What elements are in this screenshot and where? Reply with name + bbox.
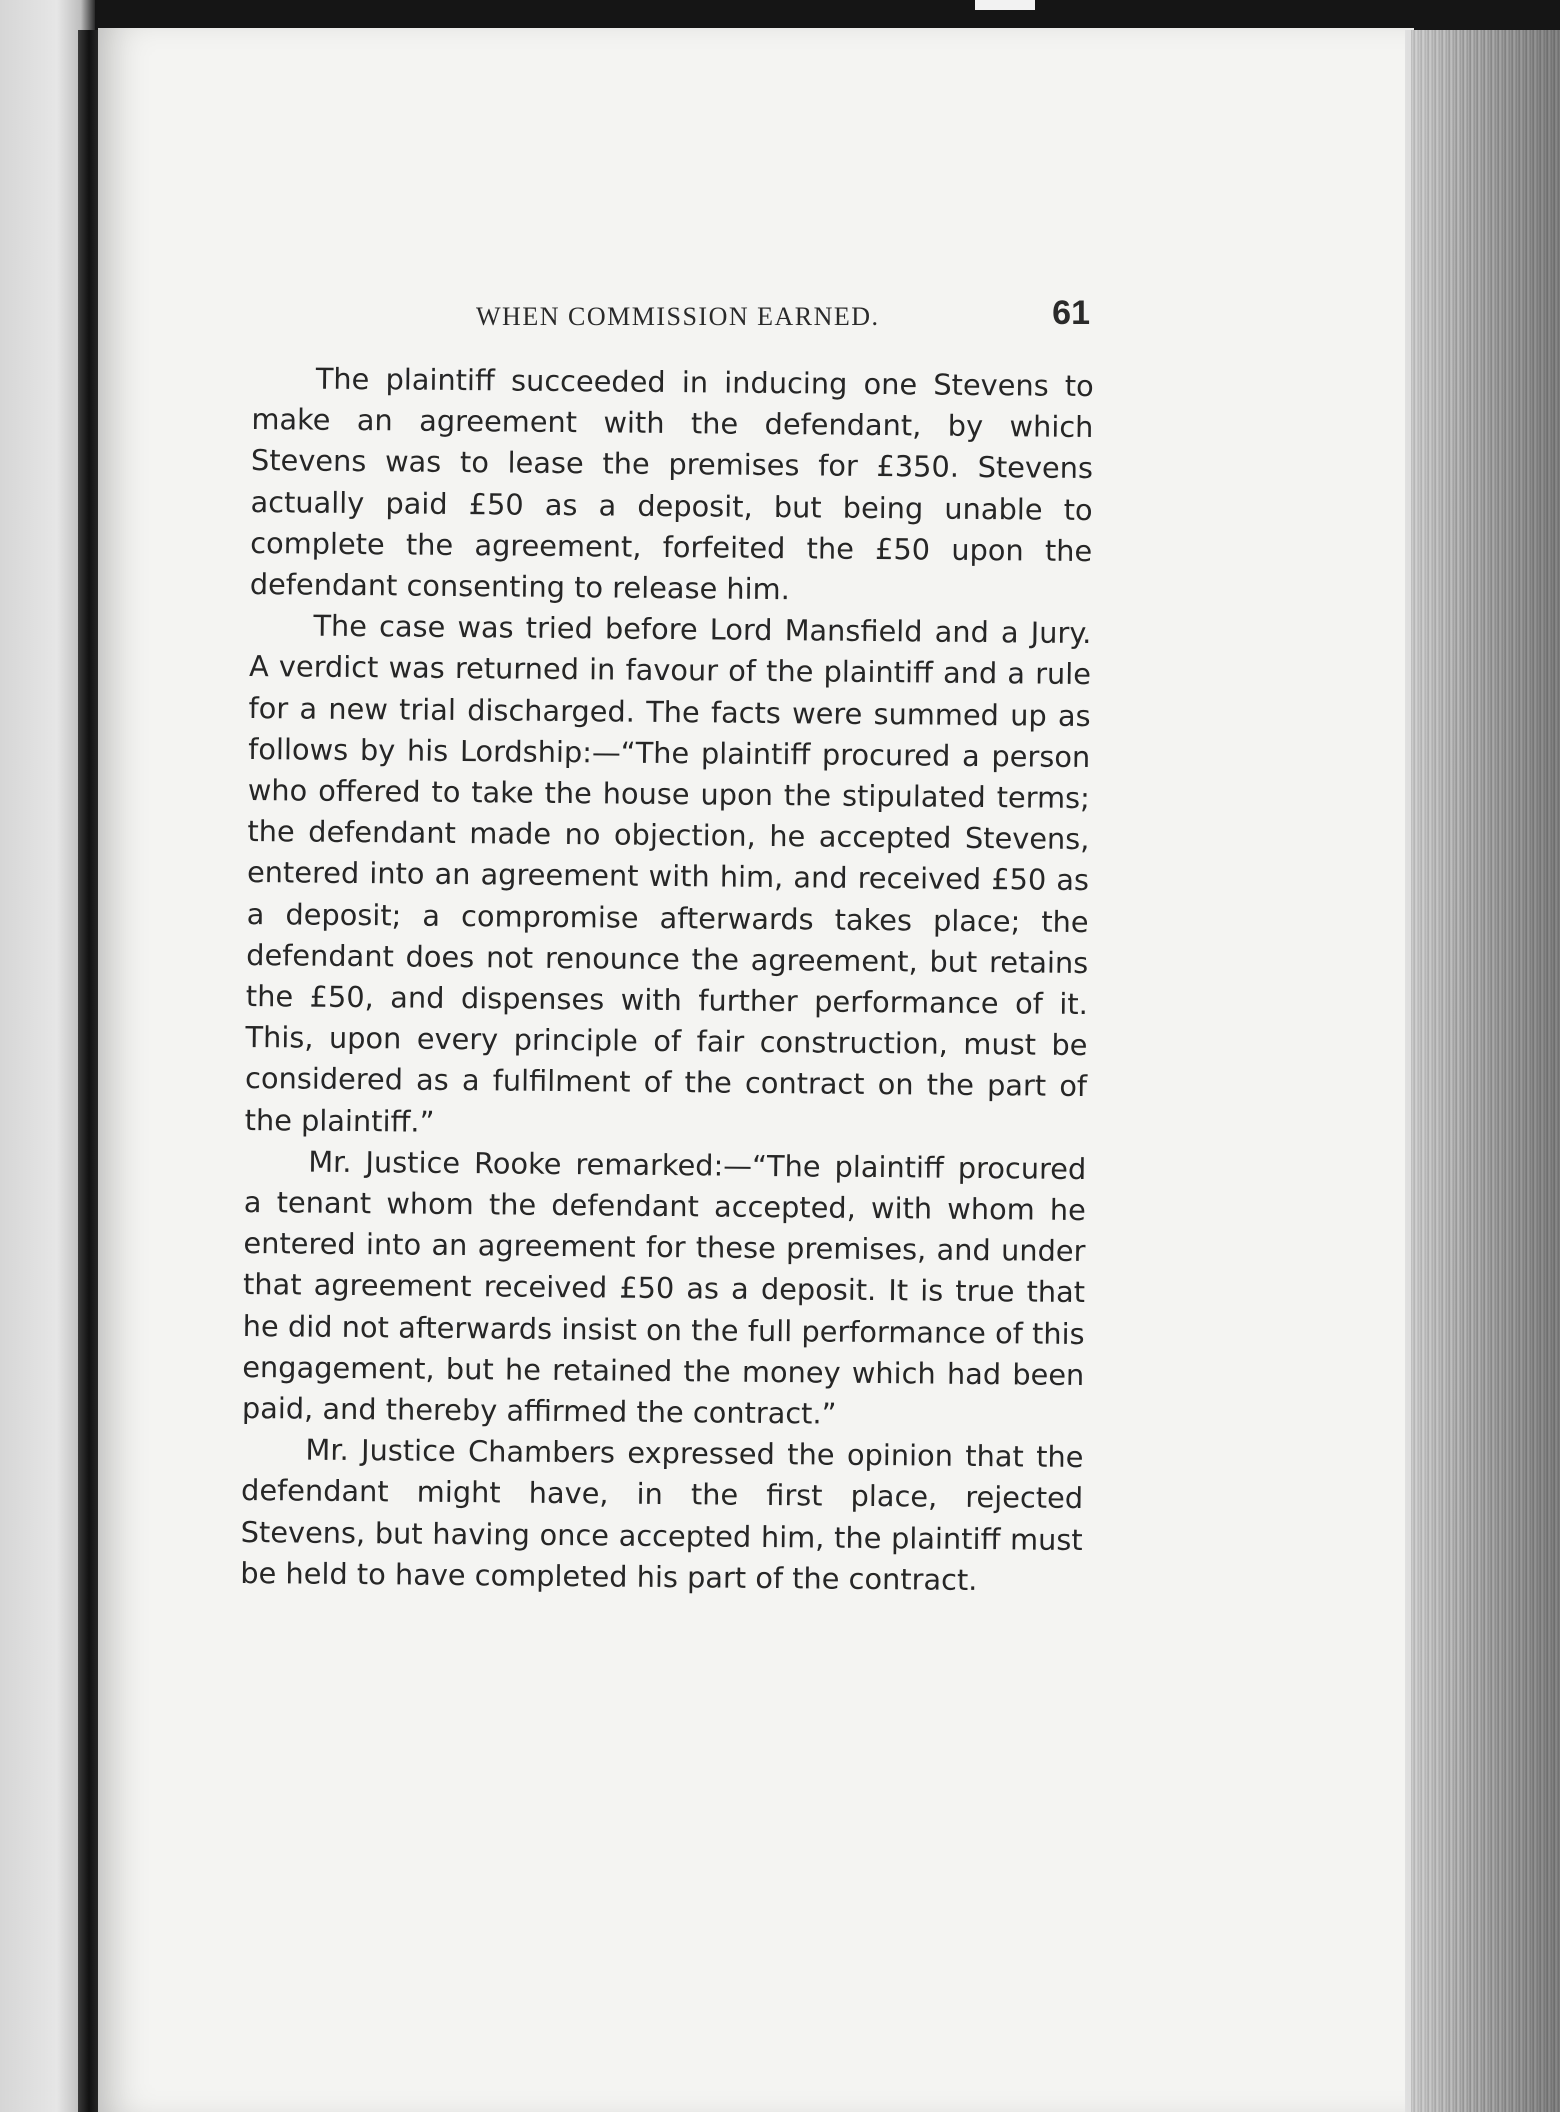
paragraph: The case was tried before Lord Mansfield and a Jury. A verdict was returned in favour of the plaintiff and a rule for a new trial discharged. The facts were summed up as follows by his Lordship:—“The plaintiff procured a person who offered to take the house upon the stipulated terms; the defendant made no objection, he accepted Stevens, entered into an agreement with him, and received £50 as a deposit; a compromise afterwards takes place; the defendant does not renounce the agreement, but retains the £50, and dispenses with further performance of it. This, upon every principle of fair construction, must be considered as a fulfilment of the contract on the part of the plaintiff.” — [244, 608, 1092, 1139]
book-gutter — [78, 30, 100, 2112]
paragraph: Mr. Justice Rooke remarked:—“The plaintiff procured a tenant whom the defendant accepted, with whom he entered into an agreement for these premises, and under that agreement received £50 as a deposit. It is true that he did not afterwards insist on the full performance of this engagement, but he retained the money which had been paid, and thereby affirmed the contract.” — [241, 1144, 1087, 1431]
scan-tab-mark — [975, 0, 1035, 10]
paragraph: The plaintiff succeeded in inducing one Stevens to make an agreement with the defendant, by which Stevens was to lease the premises for £350. Stevens actually paid £50 as a deposit, but being unable to complete the agreement, forfeited the £50 upon the defendant consenting to release him. — [249, 361, 1094, 607]
page-number: 61 — [1052, 294, 1090, 332]
paragraph: Mr. Justice Chambers expressed the opinion that the defendant might have, in the first place, rejected Stevens, but having once accepted him, the plaintiff must be held to have completed his part of the contract. — [240, 1432, 1084, 1597]
page-block-shade — [1405, 30, 1560, 2112]
running-head — [260, 292, 1090, 342]
body-text — [240, 358, 1094, 1602]
running-title: WHEN COMMISSION EARNED. — [476, 302, 880, 331]
